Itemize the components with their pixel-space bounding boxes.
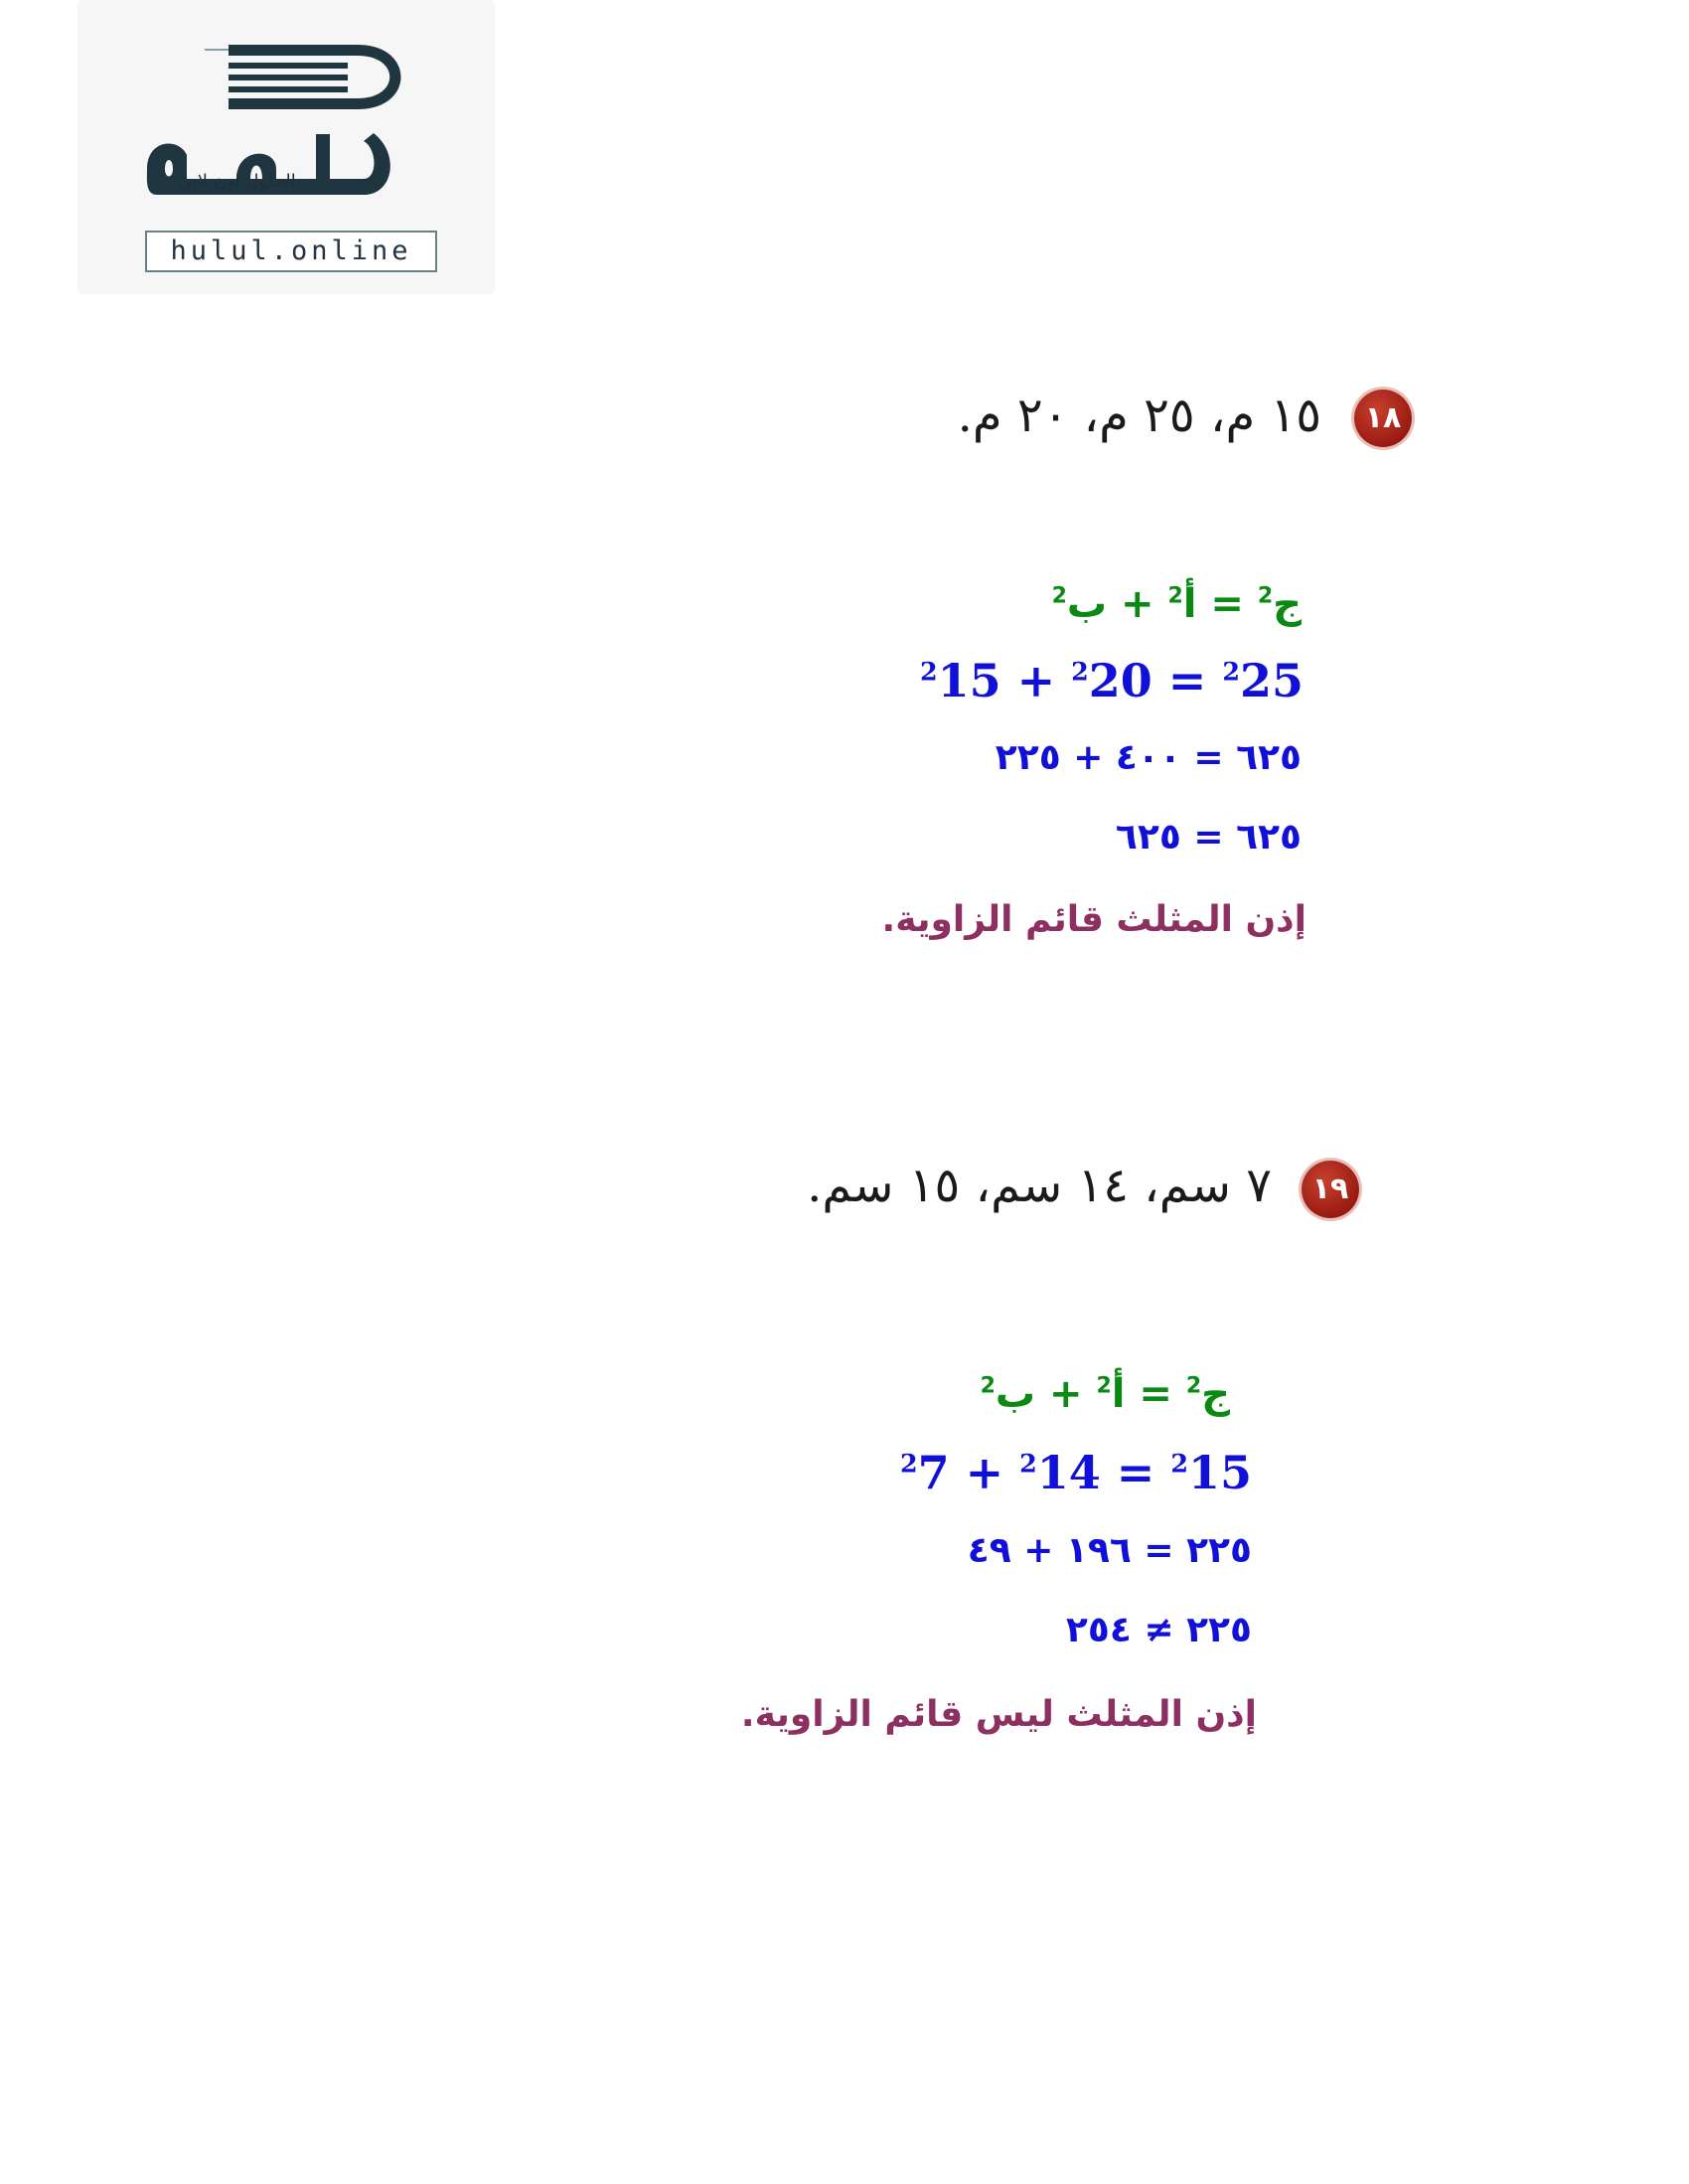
logo-url: hulul.online: [170, 235, 412, 266]
problem-given: ٧ سم، ١٤ سم، ١٥ سم.: [807, 1158, 1272, 1213]
substitution-equation: $^2$7 + $^2$14 = $^2$15: [899, 1446, 1252, 1499]
problem-18: [0, 0, 1689, 994]
comparison-equation: ٦٢٥ = ٦٢٥: [1115, 817, 1302, 858]
side-a: 14: [1036, 1446, 1101, 1499]
formula-a: أ: [1182, 581, 1197, 627]
pythagorean-formula: ج$^2$ = أ$^2$ + ب$^2$: [980, 1371, 1230, 1417]
conclusion-text: إذن المثلث ليس قائم الزاوية.: [740, 1694, 1257, 1735]
side-c: 25: [1239, 654, 1304, 707]
formula-a: أ: [1111, 1371, 1126, 1417]
conclusion-text: إذن المثلث قائم الزاوية.: [881, 899, 1306, 940]
side-b: 15: [937, 654, 1001, 707]
formula-b: ب: [995, 1371, 1036, 1417]
problem-given: ١٥ م، ٢٥ م، ٢٠ م.: [957, 388, 1321, 443]
side-c: 15: [1187, 1446, 1252, 1499]
formula-b: ب: [1066, 581, 1108, 627]
problem-number-badge: ١٨: [1354, 390, 1412, 447]
side-a: 20: [1088, 654, 1152, 707]
problem-19: [0, 994, 1689, 1987]
problem-number-badge: ١٩: [1302, 1161, 1359, 1218]
substitution-equation: $^2$15 + $^2$20 = $^2$25: [919, 654, 1304, 707]
formula-hyp: ج: [1273, 581, 1302, 627]
formula-hyp: ج: [1201, 1371, 1230, 1417]
pythagorean-formula: ج$^2$ = أ$^2$ + ب$^2$: [1051, 581, 1302, 627]
squares-equation: ٢٢٥ = ١٩٦ + ٤٩: [967, 1530, 1252, 1571]
logo-tagline: الحلول اون لاين: [179, 171, 296, 192]
side-b: 7: [917, 1446, 950, 1499]
squares-equation: ٦٢٥ = ٤٠٠ + ٢٢٥: [995, 737, 1302, 778]
comparison-equation: ٢٢٥ ≠ ٢٥٤: [1065, 1610, 1252, 1650]
